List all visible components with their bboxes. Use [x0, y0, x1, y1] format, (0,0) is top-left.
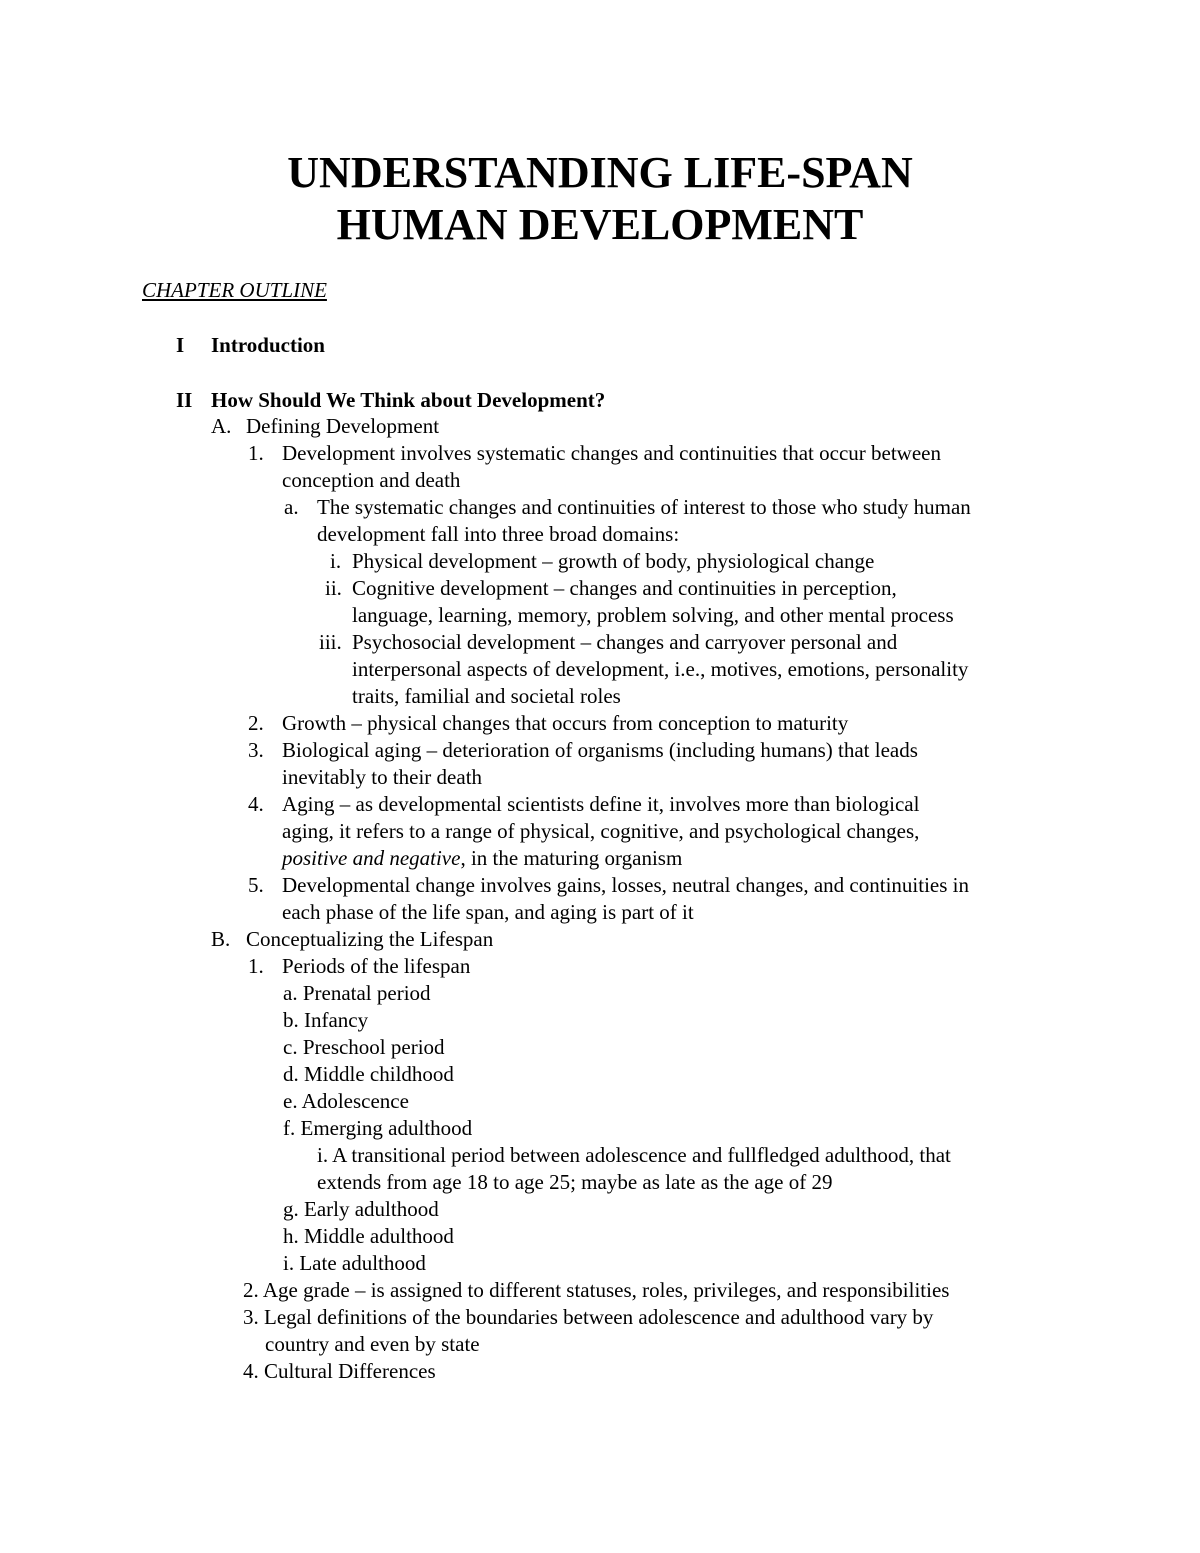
emerging-adulthood-note-line-1: i. A transitional period between adolescence and fullfledged adulthood, that — [317, 1143, 951, 1167]
outline-a5-line-2: each phase of the life span, and aging is part of it — [282, 900, 694, 924]
outline-a1-number: 1. — [248, 441, 264, 465]
outline-a1a-ii-number: ii. — [325, 576, 342, 600]
section-1-number: I — [176, 333, 185, 357]
emerging-adulthood-note-line-2: extends from age 18 to age 25; maybe as late as the age of 29 — [317, 1170, 833, 1194]
page-title-line-2: HUMAN DEVELOPMENT — [336, 200, 864, 249]
outline-a3-line-2: inevitably to their death — [282, 765, 483, 789]
outline-b3-line-2: country and even by state — [265, 1332, 480, 1356]
outline-a2-number: 2. — [248, 711, 264, 735]
outline-a5-number: 5. — [248, 873, 264, 897]
period-item: g. Early adulthood — [283, 1197, 439, 1221]
period-item: d. Middle childhood — [283, 1062, 454, 1086]
period-item: h. Middle adulthood — [283, 1224, 454, 1248]
outline-a-number: A. — [211, 414, 232, 438]
outline-a4-line-2: aging, it refers to a range of physical, cognitive, and psychological changes, — [282, 819, 920, 843]
section-2-heading: How Should We Think about Development? — [211, 388, 606, 412]
outline-b-number: B. — [211, 927, 231, 951]
outline-a2-line-1: Growth – physical changes that occurs from conception to maturity — [282, 711, 849, 735]
period-item: c. Preschool period — [283, 1035, 445, 1059]
outline-a4-line-3 — [282, 845, 682, 872]
chapter-outline-heading: CHAPTER OUTLINE — [142, 278, 327, 302]
outline-b3-line-1: 3. Legal definitions of the boundaries between adolescence and adulthood vary by — [243, 1305, 934, 1329]
outline-a-heading: Defining Development — [246, 414, 440, 438]
page-title-line-1: UNDERSTANDING LIFE-SPAN — [287, 148, 913, 197]
outline-a1a-i-line-1: Physical development – growth of body, physiological change — [352, 549, 875, 573]
outline-a1a-i-number: i. — [330, 549, 342, 573]
outline-a1a-iii-line-2: interpersonal aspects of development, i.e., motives, emotions, personality — [352, 657, 969, 681]
outline-b1-number: 1. — [248, 954, 264, 978]
outline-b4-line-1: 4. Cultural Differences — [243, 1359, 436, 1383]
outline-a1a-ii-line-1: Cognitive development – changes and continuities in perception, — [352, 576, 897, 600]
outline-a4-line-1: Aging – as developmental scientists define it, involves more than biological — [282, 792, 920, 816]
outline-a1a-ii-line-2: language, learning, memory, problem solving, and other mental process — [352, 603, 954, 627]
outline-a1a-line-1: The systematic changes and continuities of interest to those who study human — [317, 495, 971, 519]
outline-a5-line-1: Developmental change involves gains, losses, neutral changes, and continuities in — [282, 873, 969, 897]
outline-a1a-line-2: development fall into three broad domains: — [317, 522, 680, 546]
period-item: e. Adolescence — [283, 1089, 409, 1113]
outline-a1-line-1: Development involves systematic changes and continuities that occur between — [282, 441, 941, 465]
outline-a1a-number: a. — [284, 495, 299, 519]
outline-a1a-iii-line-1: Psychosocial development – changes and carryover personal and — [352, 630, 898, 654]
period-item: a. Prenatal period — [283, 981, 431, 1005]
outline-b2-line-1: 2. Age grade – is assigned to different statuses, roles, privileges, and responsibilities — [243, 1278, 950, 1302]
period-item: f. Emerging adulthood — [283, 1116, 473, 1140]
outline-a1-line-2: conception and death — [282, 468, 461, 492]
period-item: b. Infancy — [283, 1008, 369, 1032]
outline-a3-line-1: Biological aging – deterioration of organisms (including humans) that leads — [282, 738, 918, 762]
outline-b-heading: Conceptualizing the Lifespan — [246, 927, 494, 951]
outline-a4-line-3-rest: , in the maturing organism — [460, 846, 683, 870]
section-1-heading: Introduction — [211, 333, 325, 357]
period-item: i. Late adulthood — [283, 1251, 426, 1275]
outline-b1-heading: Periods of the lifespan — [282, 954, 471, 978]
outline-a3-number: 3. — [248, 738, 264, 762]
outline-a1a-iii-line-3: traits, familial and societal roles — [352, 684, 621, 708]
section-2-number: II — [176, 388, 193, 412]
outline-a4-number: 4. — [248, 792, 264, 816]
outline-a4-italic-phrase: positive and negative — [282, 846, 461, 870]
outline-a1a-iii-number: iii. — [319, 630, 342, 654]
